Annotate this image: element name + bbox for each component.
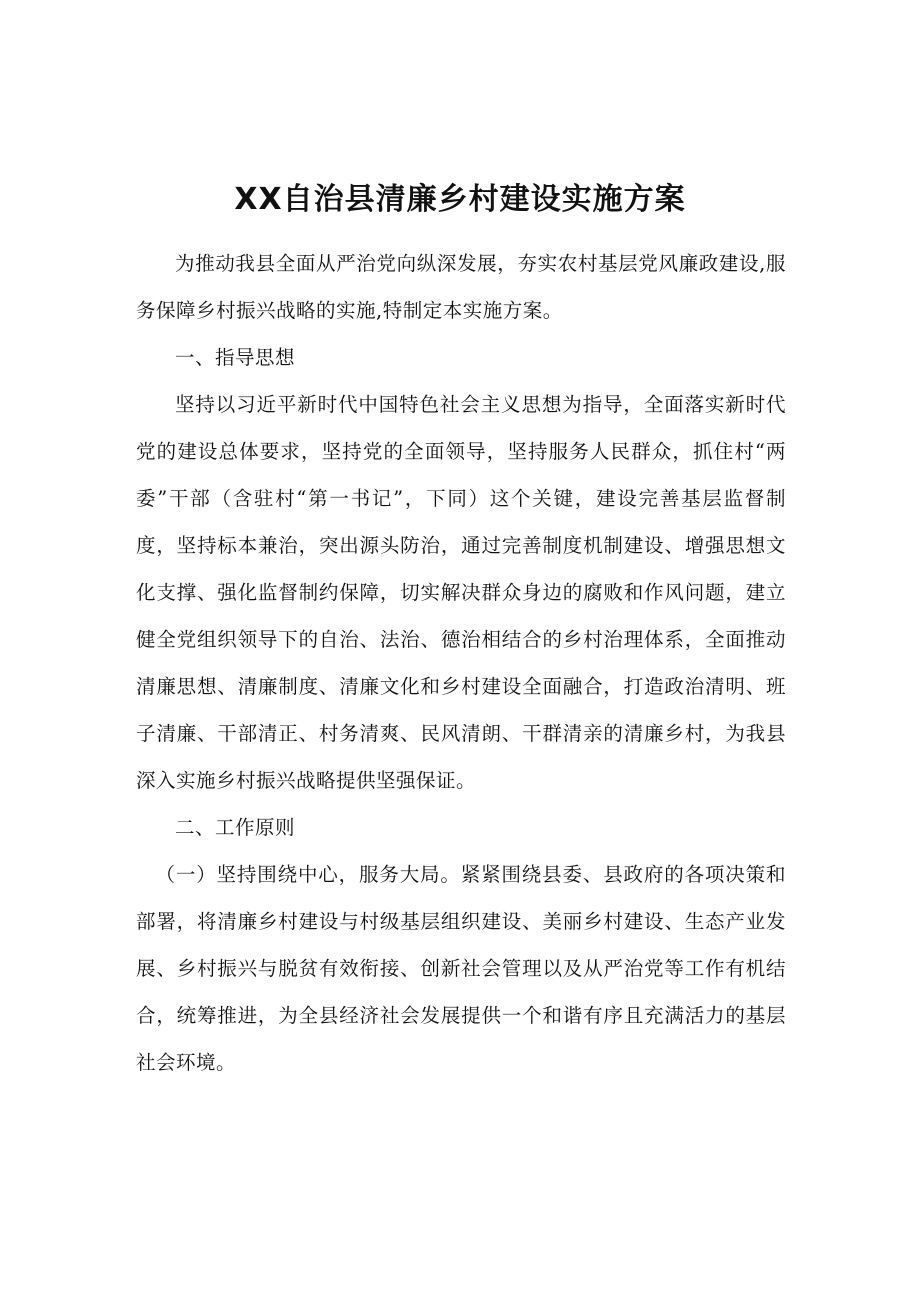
section-heading-guiding-thought: 一、指导思想 (175, 346, 296, 369)
principle-one-paragraph: （一）坚持围绕中心，服务大局。紧紧围绕县委、县政府的各项决策和部署，将清廉乡村建设与村级基层组织建设、美丽乡村建设、生态产业发展、乡村振兴与脱贫有效衔接、创新社会管理以及从严治党等工作有机结合，统筹推进，为全县经济社会发展提供一个和谐有序且充满活力的基层社会环境。 (136, 863, 786, 1074)
document-title: XX自治县清廉乡村建设实施方案 (234, 182, 686, 217)
document-body (136, 240, 786, 1086)
section-heading-work-principles: 二、工作原则 (175, 816, 296, 839)
guiding-thought-paragraph: 坚持以习近平新时代中国特色社会主义思想为指导，全面落实新时代党的建设总体要求，坚持党的全面领导，坚持服务人民群众，抓住村“两委”干部（含驻村“第一书记”，下同）这个关键，建设完善基层监督制度，坚持标本兼治，突出源头防治，通过完善制度机制建设、增强思想文化支撑、强化监督制约保障，切实解决群众身边的腐败和作风问题，建立健全党组织领导下的自治、法治、德治相结合的乡村治理体系，全面推动清廉思想、清廉制度、清廉文化和乡村建设全面融合，打造政治清明、班子清廉、干部清正、村务清爽、民风清朗、干群清亲的清廉乡村，为我县深入实施乡村振兴战略提供坚强保证。 (136, 393, 786, 792)
intro-paragraph: 为推动我县全面从严治党向纵深发展，夯实农村基层党风廉政建设,服务保障乡村振兴战略的实施,特制定本实施方案。 (136, 252, 786, 322)
